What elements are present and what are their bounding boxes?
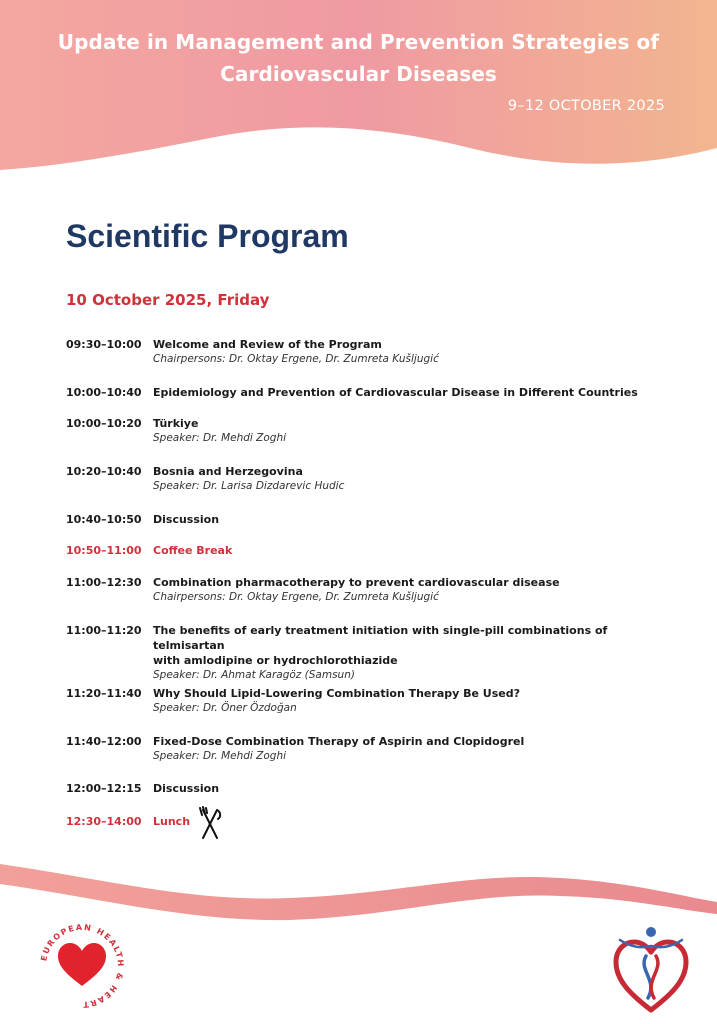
session-title-line-1: The benefits of early treatment initiation with single-pill combinations of telmisartan (153, 624, 608, 652)
event-title-line-2: Cardiovascular Diseases (220, 62, 497, 86)
session-time: 12:30–14:00 (66, 815, 142, 828)
session-title: Fixed-Dose Combination Therapy of Aspirin and Clopidogrel (153, 735, 525, 748)
session-time: 10:20–10:40 (66, 465, 142, 478)
event-title (0, 26, 717, 90)
session-time: 11:20–11:40 (66, 687, 142, 700)
session-time: 10:00–10:40 (66, 386, 142, 399)
session-time: 11:40–12:00 (66, 735, 142, 748)
session-title: Discussion (153, 782, 220, 795)
session-time: 10:40–10:50 (66, 513, 142, 526)
session-time: 11:00–11:20 (66, 624, 142, 637)
event-title-line-1: Update in Management and Prevention Strategies of (57, 30, 660, 54)
session-chairpersons: Chairpersons: Dr. Oktay Ergene, Dr. Zumreta Kušljugić (153, 353, 439, 365)
logo-ring-text: EUROPEAN HEALTH & HEART (39, 922, 126, 1010)
session-time: 09:30–10:00 (66, 338, 142, 351)
session-speaker: Speaker: Dr. Ahmat Karagöz (Samsun) (153, 669, 355, 681)
page-title: Scientific Program (66, 218, 349, 254)
session-time: 10:00–10:20 (66, 417, 142, 430)
european-health-heart-logo (36, 920, 128, 1012)
day-heading: 10 October 2025, Friday (66, 291, 270, 309)
session-time: 10:50–11:00 (66, 544, 142, 557)
session-speaker: Speaker: Dr. Mehdi Zoghi (153, 432, 287, 444)
session-title: Discussion (153, 513, 220, 526)
session-title: Epidemiology and Prevention of Cardiovascular Disease in Different Countries (153, 386, 638, 399)
session-speaker: Speaker: Dr. Larisa Dizdarevic Hudic (153, 480, 345, 492)
session-title: Welcome and Review of the Program (153, 338, 382, 351)
session-chairpersons: Chairpersons: Dr. Oktay Ergene, Dr. Zumreta Kušljugić (153, 591, 439, 603)
event-dates: 9–12 OCTOBER 2025 (507, 98, 665, 114)
session-title: Coffee Break (153, 544, 233, 557)
heart-figure-icon (616, 927, 686, 1010)
session-title: Combination pharmacotherapy to prevent cardiovascular disease (153, 576, 560, 589)
session-title: Why Should Lipid-Lowering Combination Therapy Be Used? (153, 687, 520, 700)
session-speaker: Speaker: Dr. Mehdi Zoghi (153, 750, 287, 762)
heart-figure-logo (608, 918, 694, 1018)
session-speaker: Speaker: Dr. Öner Özdoğan (153, 702, 297, 714)
session-title: Türkiye (153, 417, 199, 430)
session-title: Lunch (153, 815, 191, 828)
session-title-line-2: with amlodipine or hydrochlorothiazide (153, 654, 398, 667)
session-time: 12:00–12:15 (66, 782, 142, 795)
session-time: 11:00–12:30 (66, 576, 142, 589)
session-title: Bosnia and Herzegovina (153, 465, 303, 478)
cutlery-icon (198, 806, 222, 840)
heart-icon (58, 943, 106, 986)
